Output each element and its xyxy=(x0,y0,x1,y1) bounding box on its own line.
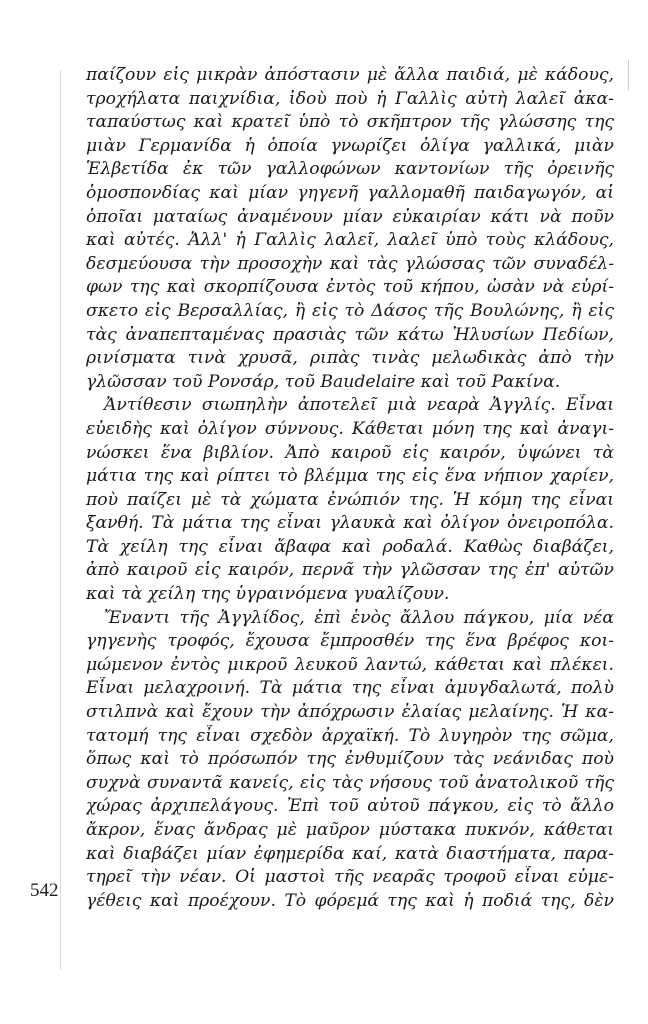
page-edge-mark xyxy=(628,60,629,90)
gutter-line xyxy=(60,70,61,970)
text-line: φων της καὶ σκορπίζουσα ἐντὸς τοῦ κήπου, ὡσὰν νὰ εὑρί- xyxy=(86,277,614,298)
text-line: καὶ διαβάζει μίαν ἐφημερίδα καί, κατὰ διαστήματα, παρα- xyxy=(86,843,614,864)
text-line: ἄκρον, ἕνας ἄνδρας μὲ μαῦρον μύστακα πυκνόν, κάθεται xyxy=(86,820,614,840)
text-line: μάτια της καὶ ρίπτει τὸ βλέμμα της εἰς ἕνα νήπιον χαρίεν, xyxy=(86,466,614,487)
text-line: Ἀντίθεσιν σιωπηλὴν ἀποτελεῖ μιὰ νεαρὰ Ἀγγλίς. Εἶναι xyxy=(104,395,614,416)
text-line: τατομή της εἶναι σχεδὸν ἀρχαϊκή. Τὸ λυγηρὸν της σῶμα, xyxy=(86,725,614,746)
text-line: γηγενὴς τροφός, ἔχουσα ἔμπροσθέν της ἕνα βρέφος κοι- xyxy=(86,631,614,652)
text-line: μιὰν Γερμανίδα ἡ ὁποία γνωρίζει ὀλίγα γαλλικά, μιὰν xyxy=(86,135,614,156)
text-line: μώμενον ἐντὸς μικροῦ λευκοῦ λαντώ, κάθεται καὶ πλέκει. xyxy=(86,654,614,675)
text-line: δεσμεύουσα τὴν προσοχὴν καὶ τὰς γλώσσας τῶν συναδέλ- xyxy=(86,253,614,274)
text-line: Εἶναι μελαχροινή. Τὰ μάτια της εἶναι ἀμυγδαλωτά, πολὺ xyxy=(86,678,614,699)
text-line: ρινίσματα τινὰ χρυσᾶ, ριπὰς τινὰς μελωδικὰς ἀπὸ τὴν xyxy=(86,348,614,369)
text-line: ταπαύστως καὶ κρατεῖ ὑπὸ τὸ σκῆπτρον τῆς γλώσσης της xyxy=(86,112,614,133)
text-line: τροχήλατα παιχνίδια, ἰδοὺ ποὺ ἡ Γαλλὶς αὐτὴ λαλεῖ ἀκα- xyxy=(86,88,614,109)
text-line: παίζουν εἰς μικρὰν ἀπόστασιν μὲ ἄλλα παιδιά, μὲ κάδους, xyxy=(86,65,614,85)
text-line: Τὰ χείλη της εἶναι ἄβαφα καὶ ροδαλά. Καθὼς διαβάζει, xyxy=(86,536,614,557)
text-line: καὶ τὰ χείλη της ὑγραινόμενα γυαλίζουν. xyxy=(86,584,450,605)
text-line: ὁμοσπονδίας καὶ μίαν γηγενῆ γαλλομαθῆ παιδαγωγόν, αἱ xyxy=(86,182,614,203)
text-line: στιλπνὰ καὶ ἔχουν τὴν ἀπόχρωσιν ἐλαίας μελαίνης. Ἡ κα- xyxy=(86,702,614,723)
text-line: ποὺ παίζει μὲ τὰ χώματα ἐνώπιόν της. Ἡ κόμη της εἶναι xyxy=(86,489,614,510)
text-line: γέθεις καὶ προέχουν. Τὸ φόρεμά της καὶ ἡ ποδιά της, δὲν xyxy=(86,890,614,911)
text-line: ἀπὸ καιροῦ εἰς καιρόν, περνᾶ τὴν γλῶσσαν της ἐπ' αὐτῶν xyxy=(86,560,614,581)
text-line: Ἑλβετίδα ἐκ τῶν γαλλοφώνων καντονίων τῆς ὀρεινῆς xyxy=(86,159,614,180)
text-line: Ἔναντι τῆς Ἀγγλίδος, ἐπὶ ἑνὸς ἄλλου πάγκου, μία νέα xyxy=(104,607,614,628)
text-line: γλῶσσαν τοῦ Ρονσάρ, τοῦ Baudelaire καὶ τοῦ Ρακίνα. xyxy=(86,371,561,392)
text-line: ὅπως καὶ τὸ πρόσωπόν της ἐνθυμίζουν τὰς νεάνιδας ποὺ xyxy=(86,749,614,770)
page-number: 542 xyxy=(30,880,59,901)
body-text xyxy=(86,64,614,913)
text-line: ξανθή. Τὰ μάτια της εἶναι γλαυκὰ καὶ ὀλίγον ὀνειροπόλα. xyxy=(86,513,614,534)
text-line: χώρας ἀρχιπελάγους. Ἐπὶ τοῦ αὐτοῦ πάγκου, εἰς τὸ ἄλλο xyxy=(86,796,614,817)
text-line: νώσκει ἕνα βιβλίον. Ἀπὸ καιροῦ εἰς καιρόν, ὑψώνει τὰ xyxy=(86,442,614,463)
text-line: συχνὰ συναντᾶ κανείς, εἰς τὰς νήσους τοῦ ἀνατολικοῦ τῆς xyxy=(86,772,614,793)
text-line: καὶ αὐτές. Ἀλλ' ἡ Γαλλὶς λαλεῖ, λαλεῖ ὑπὸ τοὺς κλάδους, xyxy=(86,230,614,251)
text-line: τηρεῖ τὴν νέαν. Οἱ μαστοὶ τῆς νεαρᾶς τροφοῦ εἶναι εὐμε- xyxy=(86,867,614,888)
text-line: σκετο εἰς Βερσαλλίας, ἢ εἰς τὸ Δάσος τῆς Βουλώνης, ἢ εἰς xyxy=(86,300,614,321)
text-line: ὁποῖαι ματαίως ἀναμένουν μίαν εὐκαιρίαν κάτι νὰ ποῦν xyxy=(86,206,614,227)
text-line: εὐειδὴς καὶ ὀλίγον σύννους. Κάθεται μόνη της καὶ ἀναγι- xyxy=(86,418,614,439)
text-line: τὰς ἀναπεπταμένας πρασιὰς τῶν κάτω Ἠλυσίων Πεδίων, xyxy=(86,324,614,345)
